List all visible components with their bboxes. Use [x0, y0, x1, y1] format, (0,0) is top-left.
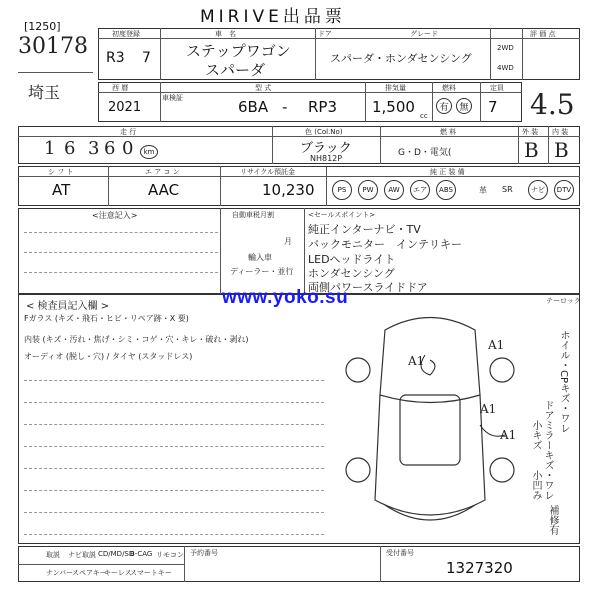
hdr-recycle: リサイクル預託金: [240, 168, 296, 176]
terrock-label: テーロック: [546, 297, 581, 305]
rear-outline: [385, 505, 475, 520]
receipt-header: 受付番号: [386, 549, 414, 557]
bottom-item: 取説: [46, 551, 60, 559]
damage-mark: A1: [408, 354, 425, 368]
insp-line: [24, 468, 324, 469]
model-prefix: 6BA: [238, 98, 269, 116]
sales-point: バックモニター インテリキー: [308, 238, 462, 251]
year-value: 2021: [108, 100, 142, 115]
side-label-small3: 補修有: [547, 505, 558, 535]
equip-item: 革: [479, 186, 487, 195]
inspection-line: オーディオ (脱し・穴) / タイヤ (スタッドレス): [24, 352, 193, 361]
row3-sep1: [272, 126, 273, 164]
recycle-value: 10,230: [262, 181, 315, 199]
row1-headline: [98, 38, 580, 39]
sales-point: ホンダセンシング: [308, 267, 395, 280]
bottom-item: リモコン: [156, 551, 184, 559]
insp-line: [24, 402, 324, 403]
lot-number: 30178: [18, 34, 88, 59]
insp-line: [24, 424, 324, 425]
hdr-shift: シ フ ト: [48, 168, 74, 176]
hdr-fuel: 燃料: [442, 84, 456, 92]
equip-item: AW: [384, 180, 404, 200]
import-label: 輸入車: [248, 253, 272, 262]
hdr-model: 型 式: [255, 84, 272, 92]
int-value: B: [554, 138, 569, 162]
color-code: NH812P: [310, 154, 343, 163]
side-label-mirror: ドアミラーキズ・ワレ: [542, 400, 553, 500]
side-label-wheel: ホイル・CPキズ・ワレ: [558, 330, 569, 434]
equip-item: ABS: [436, 180, 456, 200]
row2-sep2: [365, 82, 366, 122]
row3-frame: [18, 126, 580, 164]
shift-value: AT: [52, 181, 71, 199]
damage-mark: A1: [480, 402, 497, 416]
hdr-ac: エ ア コ ン: [145, 168, 180, 176]
drive-4wd: 4WD: [497, 64, 514, 72]
km-unit: km: [140, 145, 158, 159]
sales-sep: [304, 208, 305, 294]
lot-bracket: [1250]: [24, 20, 61, 33]
grade-value: スパーダ・ホンダセンシング: [330, 52, 472, 65]
hdr-seats: 定員: [490, 84, 504, 92]
equip-item: PW: [358, 180, 378, 200]
car-name-1: ステップワゴン: [186, 42, 291, 60]
recall-header: 自動車税月割: [232, 211, 274, 219]
fuel-yes: 有: [436, 98, 452, 114]
damage-mark: A1: [500, 428, 517, 442]
bottom-sep2: [380, 546, 381, 582]
km-digit: 0: [122, 138, 134, 159]
equip-item: ナビ: [528, 180, 548, 200]
inspection-line: 内装 (キズ・汚れ・焦げ・シミ・コゲ・穴・キレ・破れ・剥れ): [24, 335, 249, 344]
sales-point: LEDヘッドライト: [308, 253, 396, 266]
inspection-line: Fガラス (キズ・飛石・ヒビ・リペア跡・X 要): [24, 314, 189, 323]
equip-item: SR: [502, 185, 513, 194]
hdr-cc: 排気量: [385, 84, 406, 92]
cc-unit: cc: [420, 112, 428, 120]
bottom-item: CD/MD/SD: [98, 550, 135, 558]
side-label-small1: 小キズ: [530, 420, 541, 450]
reserve-label: 予約番号: [190, 549, 218, 557]
lot-divider: [18, 72, 93, 73]
row4-sep3: [326, 166, 327, 206]
notes-line: [24, 272, 218, 273]
reg-era: R3: [106, 50, 125, 66]
insp-line: [24, 512, 324, 513]
car-body-lower: [375, 395, 485, 515]
model-code: RP3: [308, 98, 338, 116]
insp-line: [24, 446, 324, 447]
hdr-int: 内 装: [552, 128, 569, 136]
equip-item: DTV: [554, 180, 574, 200]
row3-sep3: [518, 126, 519, 164]
row3-sep2: [380, 126, 381, 164]
hdr-score: 評 価 点: [530, 30, 556, 38]
fuel-types: G・D・電気(: [398, 148, 452, 158]
row1-sep3: [490, 28, 491, 80]
equip-item: エア: [410, 180, 430, 200]
insp-line: [24, 534, 324, 535]
km-digit: 1: [44, 138, 56, 159]
bottom-mid: [18, 564, 184, 565]
damage-mark: A1: [488, 338, 505, 352]
bottom-item: ナビ取説: [68, 551, 96, 559]
ac-value: AAC: [148, 181, 180, 199]
wheel-rr: [490, 458, 514, 482]
row3-headline: [18, 136, 580, 137]
recall-month: 月: [284, 237, 292, 246]
bottom-item: B-CAG: [130, 550, 153, 558]
inspector-header: < 検査員記入欄 >: [26, 301, 110, 312]
bottom-sep: [184, 546, 185, 582]
side-label-small2: 小凹み: [530, 470, 541, 500]
region: 埼玉: [28, 83, 61, 102]
bottom-item: ナンバー: [46, 569, 74, 577]
sales-point: 両側パワースライドドア: [308, 281, 428, 294]
hdr-name: 車 名: [215, 30, 236, 38]
cc-value: 1,500: [372, 98, 415, 116]
drive-2wd: 2WD: [497, 44, 514, 52]
seats-value: 7: [488, 98, 498, 116]
equip-item: PS: [332, 180, 352, 200]
wheel-fr: [490, 358, 514, 382]
notes-sep: [220, 208, 221, 294]
row2-sep3: [432, 82, 433, 122]
ext-value: B: [524, 138, 539, 162]
hdr-reg: 初度登録: [112, 30, 140, 38]
wheel-rl: [346, 458, 370, 482]
row3-sep4: [548, 126, 549, 164]
model-dash: -: [282, 98, 288, 116]
fuel-no: 無: [456, 98, 472, 114]
watermark: www.yoko.su: [222, 287, 349, 308]
row4-sep1: [108, 166, 109, 206]
color-value: ブラック: [300, 141, 352, 156]
hdr-ext: 外 装: [522, 128, 539, 136]
sales-point: 純正インターナビ・TV: [308, 223, 421, 236]
hdr-equip: 純 正 装 備: [430, 168, 465, 176]
row4-sep2: [220, 166, 221, 206]
bottom-item: スマートキー: [130, 569, 172, 577]
car-name-2: スパーダ: [205, 61, 266, 79]
km-digit: 6: [104, 138, 116, 159]
notes-line: [24, 252, 218, 253]
insp-line: [24, 490, 324, 491]
row4-headline: [18, 176, 580, 177]
hdr-door: ドア: [318, 30, 332, 38]
hdr-lemon: 燃 料: [440, 128, 457, 136]
notes-header: <注意記入>: [92, 211, 138, 220]
hdr-color: 色 (Col.No): [305, 128, 343, 136]
row1-sep2: [315, 28, 316, 80]
row2-sep1: [160, 82, 161, 122]
km-digit: 6: [64, 138, 76, 159]
sales-header: <セールスポイント>: [308, 211, 376, 219]
row1-sep1: [160, 28, 161, 80]
insp-line: [24, 380, 324, 381]
reg-month: 7: [142, 50, 151, 66]
row2-sep4: [480, 82, 481, 122]
hdr-grade: グレード: [410, 30, 438, 38]
car-diagram: [330, 300, 530, 540]
roof: [400, 395, 460, 465]
receipt-number: 1327320: [446, 559, 513, 577]
row1-sep4: [522, 28, 523, 80]
bottom-item: キーレス: [104, 569, 132, 577]
hdr-km: 走 行: [120, 128, 137, 136]
form-title: MIRIVE出品票: [200, 7, 346, 27]
score-value: 4.5: [530, 88, 575, 121]
hdr-year: 西 暦: [112, 84, 129, 92]
bottom-item: スペアキー: [72, 569, 107, 577]
wheel-fl: [346, 358, 370, 382]
year-note: 車検証: [162, 94, 183, 102]
dealer-label: ディーラー・並行: [230, 267, 294, 276]
notes-line: [24, 232, 218, 233]
km-digit: 3: [88, 138, 100, 159]
